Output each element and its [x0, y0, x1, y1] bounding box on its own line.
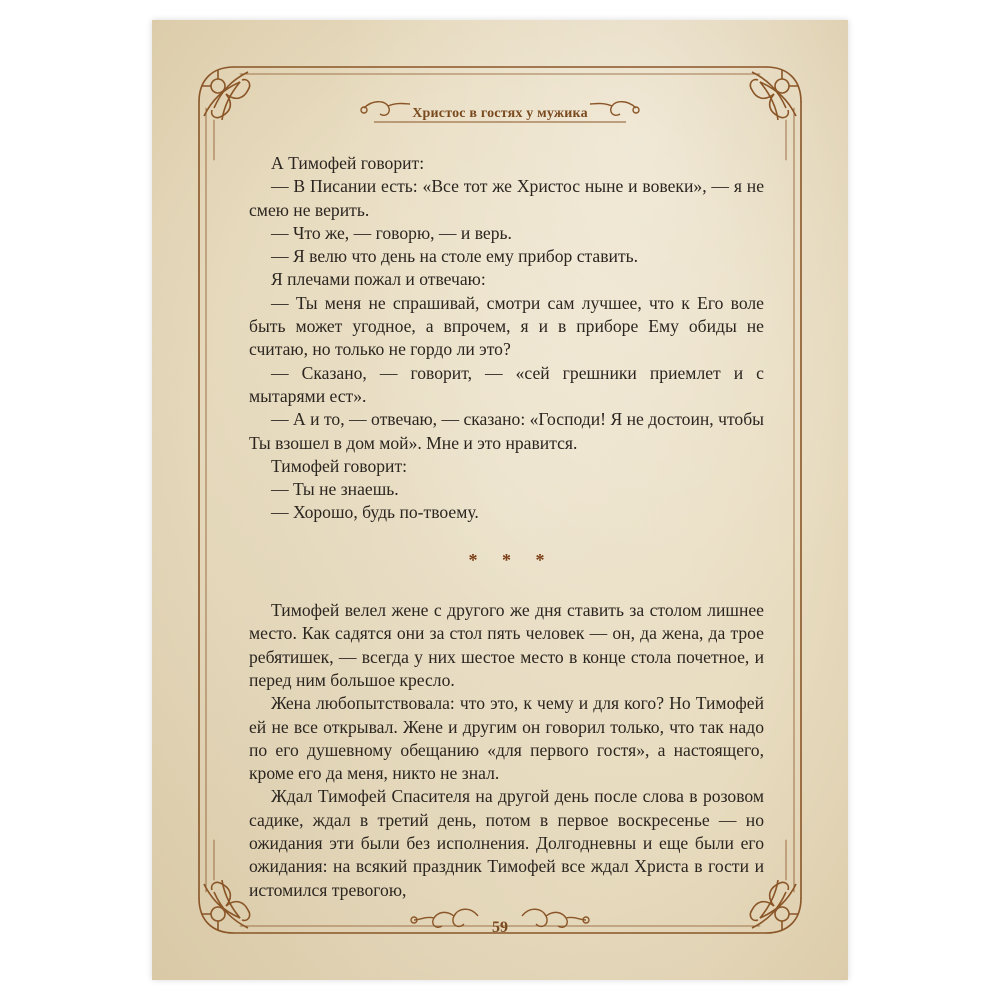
paragraph: Я плечами пожал и отвечаю:	[271, 269, 486, 290]
section-separator: * * *	[468, 549, 555, 570]
paragraph: — Я велю что день на столе ему прибор ставить.	[271, 246, 639, 267]
paragraph: — В Писании есть: «Все тот же Христос ныне и вовеки», — я не смею не верить.	[249, 176, 764, 220]
page-number: 59	[492, 919, 508, 936]
paragraph: — Ты не знаешь.	[271, 479, 399, 500]
book-page	[152, 20, 848, 980]
paragraph: Жена любопытствовала: что это, к чему и для кого? Но Тимофей ей не все открывал. Жене и другим он говорил только, что так надо по его душевному обещанию «для первого гостя», а настоящего, кроме его да меня, никто не знал.	[249, 693, 764, 784]
paragraph: Тимофей говорит:	[271, 455, 408, 476]
paragraph: — Что же, — говорю, — и верь.	[271, 222, 512, 243]
paragraph: — Ты меня не спрашивай, смотри сам лучшее, что к Его воле быть может угодное, а впрочем, я и в приборе Ему обиды не считаю, но только не гордо ли это?	[249, 292, 764, 360]
paragraph: — Хорошо, будь по-твоему.	[271, 502, 479, 523]
paragraph: Ждал Тимофей Спасителя на другой день после слова в розовом садике, ждал в третий день, потом в первое воскресенье — но ожидания эти были без исполнения. Долгодневны и еще были его ожидания: на всякий праздник Тимофей все ждал Христа в гости и истомился тревогою,	[249, 786, 764, 900]
body-text	[249, 152, 764, 902]
paragraph: — Сказано, — говорит, — «сей грешники приемлет и с мытарями ест».	[249, 362, 764, 406]
paragraph: А Тимофей говорит:	[271, 153, 425, 173]
paragraph: Тимофей велел жене с другого же дня ставить за столом лишнее место. Как садятся они за стол пять человек — он, да жена, да трое ребятишек, — всегда у них шестое место в конце стола почетное, и перед ним большое кресло.	[249, 600, 764, 690]
paragraph: — А и то, — отвечаю, — сказано: «Господи! Я не достоин, чтобы Ты взошел в дом мой». Мне и это нравится.	[249, 409, 764, 453]
running-header: Христос в гостях у мужика	[412, 106, 588, 121]
